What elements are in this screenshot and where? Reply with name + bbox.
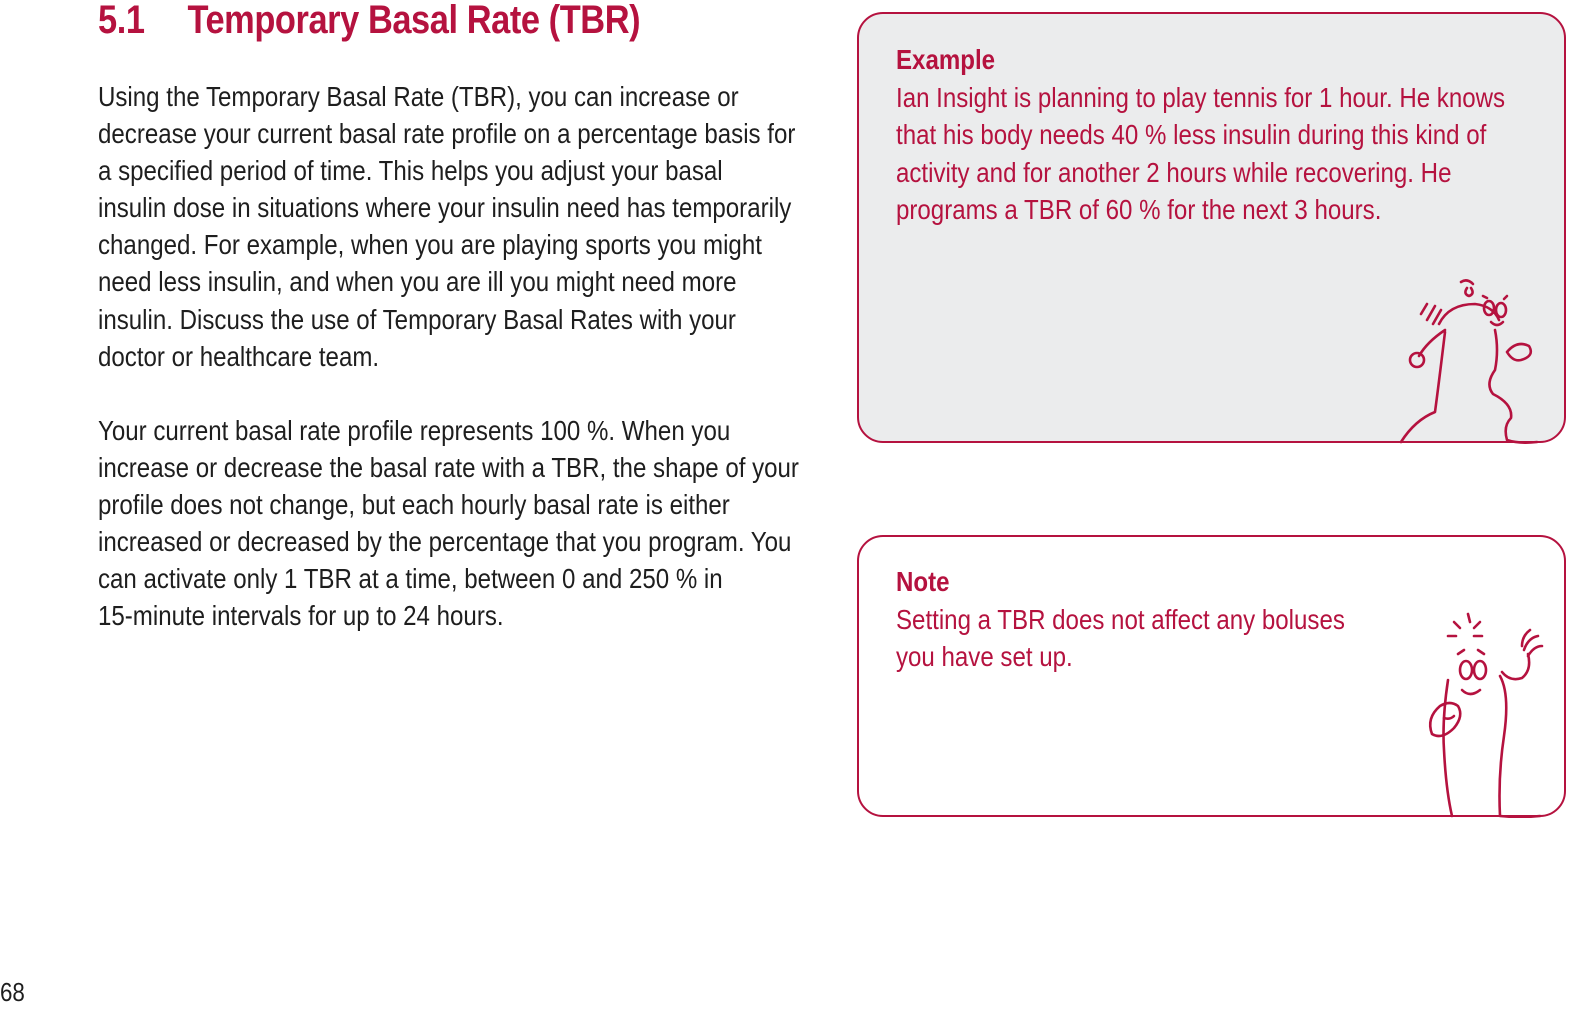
- example-content: [896, 41, 1524, 229]
- running-figure-icon: [1395, 272, 1563, 444]
- body-paragraph-1: Using the Temporary Basal Rate (TBR), you can increase or decrease your current basal rate profile on a percentage basis for a specified period of time. This helps you adjust your basal insulin dose in situations where your insulin need has temporarily changed. For example, when you are playing sports you might need less insulin, and when you are ill you might need more insulin. Discuss the use of Temporary Basal Rates with your doctor or healthcare team.: [98, 81, 796, 372]
- section-heading: [98, 0, 640, 43]
- note-text: Setting a TBR does not affect any boluses you have set up.: [896, 603, 1345, 672]
- section-number: 5.1: [98, 0, 145, 42]
- example-title: Example: [896, 44, 996, 75]
- page-number: 68: [0, 977, 25, 1007]
- body-paragraph-2: Your current basal rate profile represents 100 %. When you increase or decrease the basal rate with a TBR, the shape of your profile does not change, but each hourly basal rate is either increased or decreased by the percentage that you program. You can activate only 1 TBR at a time, between 0 and 250 % in 15-minute intervals for up to 24 hours.: [98, 414, 799, 632]
- note-title: Note: [896, 566, 950, 597]
- example-text: Ian Insight is planning to play tennis for 1 hour. He knows that his body needs 40 % less insulin during this kind of activity and for another 2 hours while recovering. He programs a TBR of 60 % for the next 3 hours.: [896, 81, 1506, 225]
- pointing-figure-icon: [1418, 610, 1558, 818]
- section-title: Temporary Basal Rate (TBR): [187, 0, 641, 42]
- body-text: [98, 78, 812, 634]
- note-content: [896, 563, 1412, 676]
